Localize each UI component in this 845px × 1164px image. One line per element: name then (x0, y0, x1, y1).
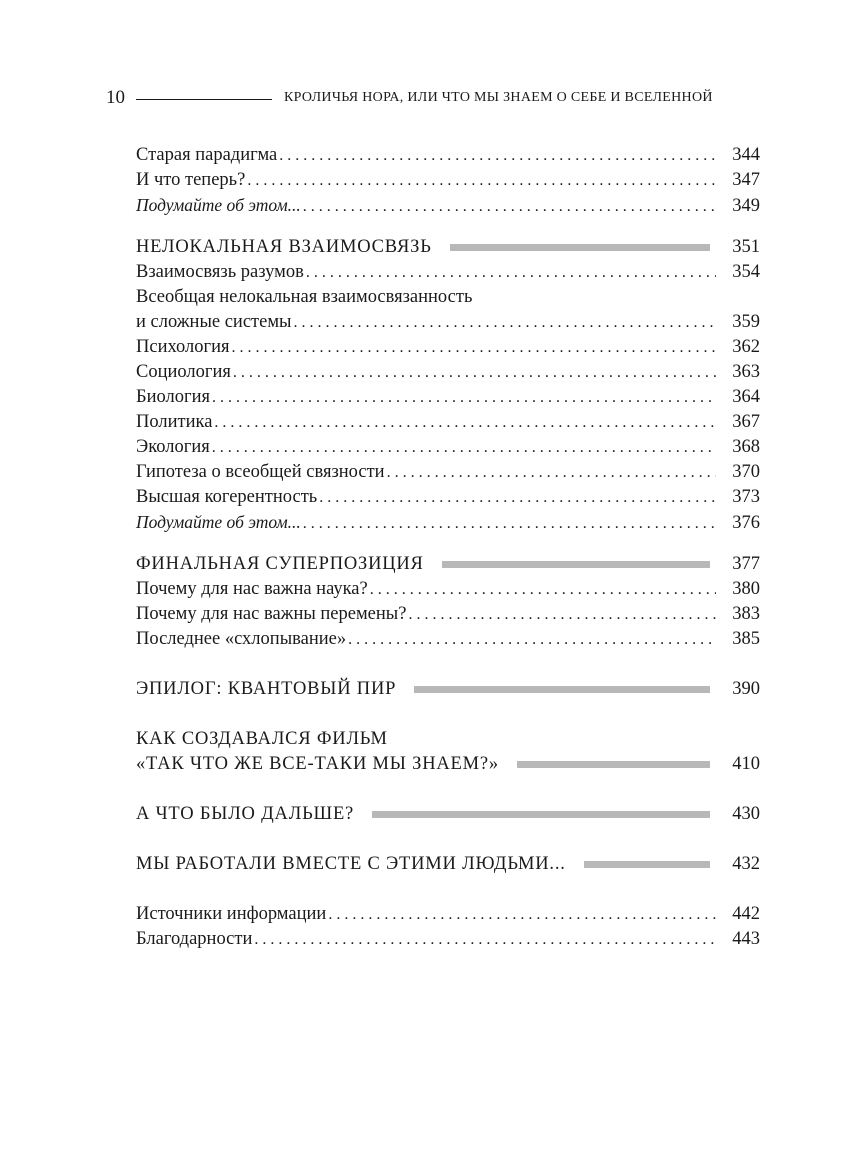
toc-chapter[interactable] (136, 752, 760, 777)
toc-entry[interactable] (136, 435, 760, 460)
toc-entry-label: Высшая когерентность (136, 487, 318, 507)
toc-entry[interactable] (136, 510, 760, 535)
toc-entry-page: 364 (732, 387, 760, 407)
toc-entry-label: Политика (136, 412, 213, 432)
toc-entry[interactable] (136, 385, 760, 410)
chapter-title-line1: КАК СОЗДАВАЛСЯ ФИЛЬМ (136, 729, 388, 749)
dot-leader (232, 335, 716, 360)
chapter-bar (450, 244, 710, 251)
dot-leader (254, 927, 716, 952)
chapter-page: 410 (732, 754, 760, 774)
dot-leader (319, 485, 716, 510)
toc-entry[interactable] (136, 577, 760, 602)
toc-entry-page: 344 (732, 145, 760, 165)
running-head (106, 86, 758, 110)
chapter-title: ФИНАЛЬНАЯ СУПЕРПОЗИЦИЯ (136, 554, 424, 574)
toc-chapter[interactable] (136, 852, 760, 877)
toc-entry[interactable] (136, 460, 760, 485)
dot-leader (370, 577, 716, 602)
toc-entry-page: 383 (732, 604, 760, 624)
chapter-title: МЫ РАБОТАЛИ ВМЕСТЕ С ЭТИМИ ЛЮДЬМИ... (136, 854, 566, 874)
page-number: 10 (106, 87, 125, 108)
toc-entry-label: Источники информации (136, 904, 327, 924)
toc-entry[interactable] (136, 143, 760, 168)
toc-entry[interactable] (136, 902, 760, 927)
toc-entry-page: 380 (732, 579, 760, 599)
toc-entry-label: и сложные системы (136, 312, 292, 332)
toc-entry-page: 349 (732, 196, 760, 216)
toc-entry-page: 376 (732, 513, 760, 533)
header-rule (136, 99, 272, 100)
chapter-bar (517, 761, 710, 768)
dot-leader (328, 902, 716, 927)
toc-entry-page: 373 (732, 487, 760, 507)
toc-entry-label: Подумайте об этом... (136, 512, 301, 532)
toc-entry-label: Биология (136, 387, 211, 407)
toc-entry-label: Всеобщая нелокальная взаимосвязанность (136, 287, 473, 307)
toc-entry-page: 368 (732, 437, 760, 457)
toc-entry[interactable] (136, 410, 760, 435)
toc-entry-label: Экология (136, 437, 210, 457)
toc-entry[interactable] (136, 485, 760, 510)
toc-entry-label: Подумайте об этом... (136, 195, 301, 215)
toc-entry-page: 367 (732, 412, 760, 432)
chapter-title: «ТАК ЧТО ЖЕ ВСЕ-ТАКИ МЫ ЗНАЕМ?» (136, 754, 499, 774)
chapter-bar (414, 686, 710, 693)
toc-entry-page: 359 (732, 312, 760, 332)
dot-leader (212, 435, 716, 460)
toc-entry-label: Почему для нас важна наука? (136, 579, 368, 599)
dot-leader (387, 460, 716, 485)
chapter-page: 377 (732, 554, 760, 574)
toc-entry[interactable] (136, 335, 760, 360)
toc-entry-label: Взаимосвязь разумов (136, 262, 304, 282)
toc-entry[interactable] (136, 360, 760, 385)
toc-chapter[interactable] (136, 235, 760, 260)
dot-leader (348, 627, 716, 652)
chapter-title: НЕЛОКАЛЬНАЯ ВЗАИМОСВЯЗЬ (136, 237, 432, 257)
toc-entry[interactable] (136, 168, 760, 193)
dot-leader (306, 260, 716, 285)
book-title: КРОЛИЧЬЯ НОРА, ИЛИ ЧТО МЫ ЗНАЕМ О СЕБЕ И ВСЕЛЕННОЙ (284, 90, 713, 105)
toc-entry-page: 442 (732, 904, 760, 924)
dot-leader (247, 168, 716, 193)
dot-leader (293, 310, 716, 335)
toc-entry-label: Социология (136, 362, 231, 382)
toc-entry-page: 385 (732, 629, 760, 649)
toc-entry-page: 354 (732, 262, 760, 282)
toc-entry-label: Почему для нас важны перемены? (136, 604, 407, 624)
table-of-contents (136, 143, 760, 952)
toc-entry[interactable] (136, 627, 760, 652)
chapter-bar (442, 561, 710, 568)
toc-entry-page: 362 (732, 337, 760, 357)
chapter-page: 430 (732, 804, 760, 824)
toc-chapter[interactable] (136, 677, 760, 702)
toc-entry-page: 370 (732, 462, 760, 482)
dot-leader (212, 385, 716, 410)
toc-entry[interactable] (136, 310, 760, 335)
toc-chapter-line[interactable] (136, 727, 760, 752)
dot-leader (303, 511, 716, 536)
chapter-page: 390 (732, 679, 760, 699)
toc-entry-page: 347 (732, 170, 760, 190)
toc-entry-label: Благодарности (136, 929, 253, 949)
dot-leader (303, 194, 716, 219)
toc-entry[interactable] (136, 260, 760, 285)
dot-leader (408, 602, 716, 627)
toc-chapter[interactable] (136, 552, 760, 577)
toc-entry[interactable] (136, 602, 760, 627)
dot-leader (214, 410, 716, 435)
toc-entry[interactable] (136, 193, 760, 218)
toc-entry-label: Психология (136, 337, 230, 357)
toc-entry-page: 443 (732, 929, 760, 949)
dot-leader (279, 143, 716, 168)
chapter-title: А ЧТО БЫЛО ДАЛЬШЕ? (136, 804, 355, 824)
toc-entry[interactable] (136, 285, 760, 310)
toc-entry-label: Последнее «схлопывание» (136, 629, 347, 649)
toc-entry-label: Старая парадигма (136, 145, 278, 165)
toc-entry-page: 363 (732, 362, 760, 382)
chapter-title: ЭПИЛОГ: КВАНТОВЫЙ ПИР (136, 679, 397, 699)
toc-chapter[interactable] (136, 802, 760, 827)
dot-leader (233, 360, 716, 385)
chapter-page: 432 (732, 854, 760, 874)
chapter-bar (372, 811, 710, 818)
toc-entry-label: Гипотеза о всеобщей связности (136, 462, 385, 482)
toc-entry[interactable] (136, 927, 760, 952)
chapter-page: 351 (732, 237, 760, 257)
toc-entry-label: И что теперь? (136, 170, 246, 190)
chapter-bar (584, 861, 710, 868)
